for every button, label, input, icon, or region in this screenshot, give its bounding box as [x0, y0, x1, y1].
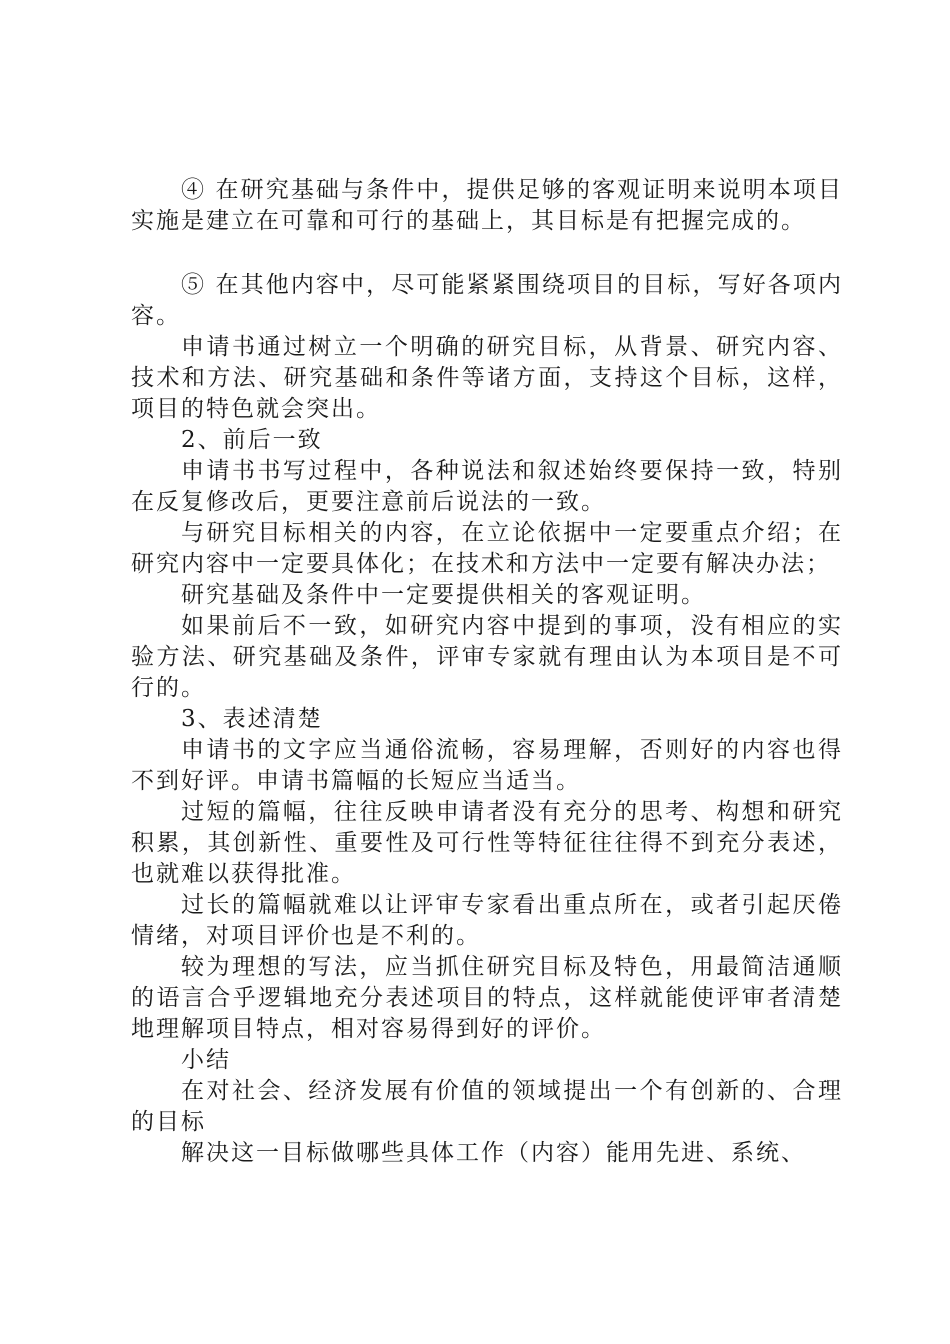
paragraph-summary: 申请书通过树立一个明确的研究目标，从背景、研究内容、技术和方法、研究基础和条件等诸方面，支持这个目标，这样，项目的特色就会突出。: [131, 334, 843, 422]
paragraph: 解决这一目标做哪些具体工作（内容）能用先进、系统、: [181, 1140, 806, 1166]
paragraph-item-5: ⑤ 在其他内容中，尽可能紧紧围绕项目的目标，写好各项内容。: [131, 272, 843, 329]
paragraph: 研究基础及条件中一定要提供相关的客观证明。: [181, 582, 706, 608]
section-heading-summary: 小结: [181, 1047, 231, 1073]
document-body: [131, 175, 843, 1169]
paragraph: 如果前后不一致，如研究内容中提到的事项，没有相应的实验方法、研究基础及条件，评审专家就有理由认为本项目是不可行的。: [131, 613, 843, 701]
paragraph: 申请书的文字应当通俗流畅，容易理解，否则好的内容也得不到好评。申请书篇幅的长短应当适当。: [131, 737, 843, 794]
section-heading-consistency: 2、前后一致: [181, 427, 323, 453]
section-heading-clarity: 3、表述清楚: [181, 706, 323, 732]
paragraph: 过长的篇幅就难以让评审专家看出重点所在，或者引起厌倦情绪，对项目评价也是不利的。: [131, 892, 843, 949]
paragraph: 过短的篇幅，往往反映申请者没有充分的思考、构想和研究积累，其创新性、重要性及可行性等特征往往得不到充分表述，也就难以获得批准。: [131, 799, 843, 887]
paragraph: 申请书书写过程中，各种说法和叙述始终要保持一致，特别在反复修改后，更要注意前后说法的一致。: [131, 458, 843, 515]
paragraph-item-4: ④ 在研究基础与条件中，提供足够的客观证明来说明本项目实施是建立在可靠和可行的基础上，其目标是有把握完成的。: [131, 177, 843, 234]
paragraph: 较为理想的写法，应当抓住研究目标及特色，用最简洁通顺的语言合乎逻辑地充分表述项目的特点，这样就能使评审者清楚地理解项目特点，相对容易得到好的评价。: [131, 954, 843, 1042]
paragraph: 与研究目标相关的内容，在立论依据中一定要重点介绍；在研究内容中一定要具体化；在技术和方法中一定要有解决办法；: [131, 520, 843, 577]
paragraph: 在对社会、经济发展有价值的领域提出一个有创新的、合理的目标: [131, 1078, 843, 1135]
